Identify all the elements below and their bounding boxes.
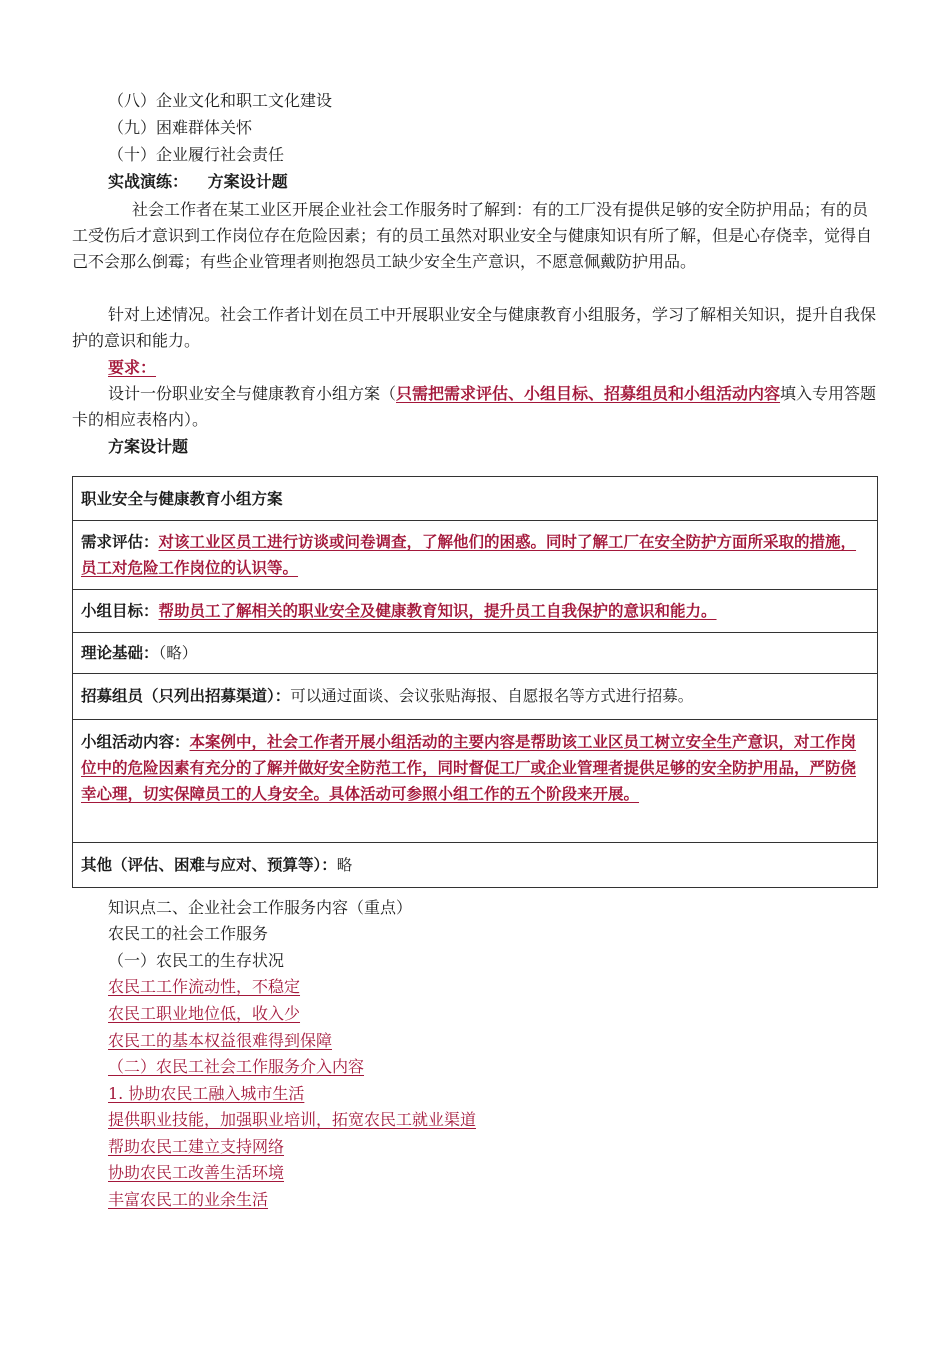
- knowledge-heading: 知识点二、企业社会工作服务内容（重点）: [108, 898, 413, 917]
- activities-label: 小组活动内容：: [81, 733, 190, 751]
- requirement-text-after: 填入专用答题卡的相应表格内）。: [72, 384, 877, 429]
- recruit-row: [73, 673, 877, 719]
- knowledge-subheading: 农民工的社会工作服务: [108, 924, 269, 943]
- intervention-item: 1. 协助农民工融入城市生活: [108, 1084, 305, 1103]
- section-title: 方案设计题: [108, 437, 189, 456]
- plan-table: [72, 476, 878, 888]
- goal-value: 帮助员工了解相关的职业安全及健康教育知识，提升员工自我保护的意识和能力。: [158, 602, 717, 620]
- needs-value: 对该工业区员工进行访谈或问卷调查，了解他们的困惑。同时了解工厂在安全防护方面所采取的措施，员工对危险工作岗位的认识等。: [81, 533, 857, 577]
- goal-label: 小组目标：: [81, 602, 159, 620]
- intervention-item: 帮助农民工建立支持网络: [108, 1137, 285, 1156]
- table-title-row: [73, 477, 877, 520]
- goal-row: [73, 589, 877, 632]
- list-item-8: （八）企业文化和职工文化建设: [108, 91, 333, 110]
- situation-title: （一）农民工的生存状况: [108, 951, 285, 970]
- list-item-9: （九）困难群体关怀: [108, 118, 253, 137]
- requirement-paragraph: [72, 381, 878, 433]
- recruit-label: 招募组员（只列出招募渠道）：: [81, 687, 291, 705]
- needs-row: [73, 520, 877, 589]
- recruit-value: 可以通过面谈、会议张贴海报、自愿报名等方式进行招募。: [290, 687, 694, 705]
- requirement-text-before: 设计一份职业安全与健康教育小组方案（: [108, 384, 397, 403]
- table-title: 职业安全与健康教育小组方案: [81, 490, 283, 508]
- list-item-10: （十）企业履行社会责任: [108, 145, 285, 164]
- requirement-highlight: 只需把需求评估、小组目标、招募组员和小组活动内容: [396, 384, 781, 403]
- activities-value: 本案例中，社会工作者开展小组活动的主要内容是帮助该工业区员工树立安全生产意识，对工作岗位中的危险因素有充分的了解并做好安全防范工作，同时督促工厂或企业管理者提供足够的安全防护用品，严防侥幸心理，切实保障员工的人身安全。具体活动可参照小组工作的五个阶段来开展。: [81, 733, 857, 803]
- situation-item: 农民工工作流动性，不稳定: [108, 977, 301, 996]
- theory-label: 理论基础：: [81, 644, 159, 662]
- intervention-item: 提供职业技能，加强职业培训，拓宽农民工就业渠道: [108, 1110, 477, 1129]
- practice-heading: [108, 172, 288, 192]
- intervention-title: （二）农民工社会工作服务介入内容: [108, 1057, 365, 1076]
- requirement-label: 要求：: [108, 358, 157, 377]
- other-value: 略: [336, 856, 353, 874]
- plan-intro-paragraph: 针对上述情况。社会工作者计划在员工中开展职业安全与健康教育小组服务，学习了解相关知识，提升自我保护的意识和能力。: [72, 305, 877, 350]
- theory-value: （略）: [158, 644, 198, 662]
- intervention-item: 丰富农民工的业余生活: [108, 1190, 269, 1209]
- theory-row: [73, 632, 877, 673]
- activities-row: [73, 719, 877, 842]
- other-label: 其他（评估、困难与应对、预算等）：: [81, 856, 337, 874]
- situation-item: 农民工职业地位低，收入少: [108, 1004, 301, 1023]
- other-row: [73, 842, 877, 887]
- situation-item: 农民工的基本权益很难得到保障: [108, 1031, 333, 1050]
- practice-type: 方案设计题: [207, 172, 288, 191]
- practice-label: 实战演练：: [108, 172, 189, 191]
- needs-label: 需求评估：: [81, 533, 159, 551]
- intervention-item: 协助农民工改善生活环境: [108, 1163, 285, 1182]
- scenario-paragraph: 社会工作者在某工业区开展企业社会工作服务时了解到：有的工厂没有提供足够的安全防护用品；有的员工受伤后才意识到工作岗位存在危险因素；有的员工虽然对职业安全与健康知识有所了解，但是心存侥幸，觉得自己不会那么倒霉；有些企业管理者则抱怨员工缺少安全生产意识，不愿意佩戴防护用品。: [72, 200, 873, 271]
